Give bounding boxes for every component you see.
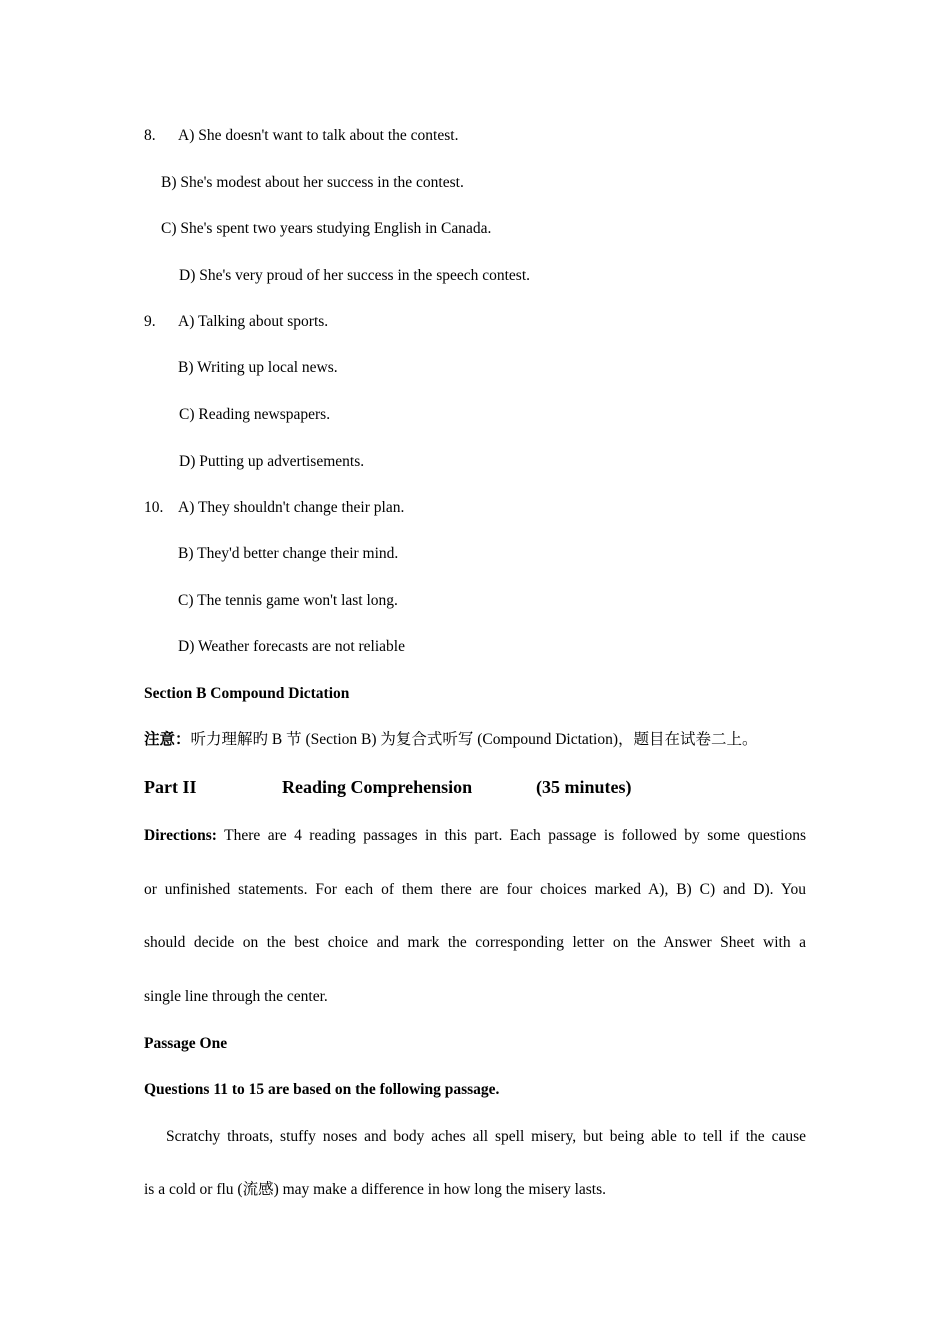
directions-line-4: single line through the center.: [144, 988, 328, 1005]
question-number: 9.: [144, 313, 156, 330]
option-b: B) Writing up local news.: [178, 359, 338, 376]
option-d: D) Weather forecasts are not reliable: [178, 638, 405, 655]
directions-text: There are 4 reading passages in this part. Each passage is followed by some questions: [216, 827, 806, 844]
passage-title: Passage One: [144, 1035, 228, 1052]
question-number: 8.: [144, 127, 156, 144]
section-b-note: [144, 730, 758, 750]
option-d: D) Putting up advertisements.: [179, 453, 365, 470]
option-d: D) She's very proud of her success in the speech contest.: [179, 267, 531, 284]
part-time: (35 minutes): [536, 777, 632, 797]
directions-line-3: should decide on the best choice and mark the corresponding letter on the Answer Sheet with a: [144, 934, 806, 951]
section-b-heading: Section B Compound Dictation: [144, 685, 350, 702]
option-c: C) She's spent two years studying English in Canada.: [161, 220, 492, 237]
directions-line-2: or unfinished statements. For each of them there are four choices marked A), B) C) and D). You: [144, 881, 806, 898]
directions-label: Directions:: [144, 827, 217, 844]
passage-line-1: Scratchy throats, stuffy noses and body aches all spell misery, but being able to tell if the cause: [166, 1128, 806, 1145]
passage-instruction: Questions 11 to 15 are based on the following passage.: [144, 1081, 500, 1098]
option-a: A) She doesn't want to talk about the contest.: [178, 127, 459, 144]
option-a: A) They shouldn't change their plan.: [178, 499, 405, 516]
part-number: Part II: [144, 777, 197, 797]
option-a: A) Talking about sports.: [178, 313, 329, 330]
passage-line-2: is a cold or flu (流感) may make a difference in how long the misery lasts.: [144, 1181, 607, 1198]
option-b: B) She's modest about her success in the contest.: [161, 174, 464, 191]
note-label: 注意：: [144, 731, 191, 748]
option-c: C) The tennis game won't last long.: [178, 592, 398, 609]
part-title: Reading Comprehension: [282, 777, 473, 797]
directions-line-1: [144, 826, 806, 846]
question-number: 10.: [144, 499, 164, 516]
option-b: B) They'd better change their mind.: [178, 545, 399, 562]
option-c: C) Reading newspapers.: [179, 406, 331, 423]
note-text: 听力理解旳 B 节 (Section B) 为复合式听写 (Compound Dictation)，题目在试卷二上。: [190, 731, 758, 748]
